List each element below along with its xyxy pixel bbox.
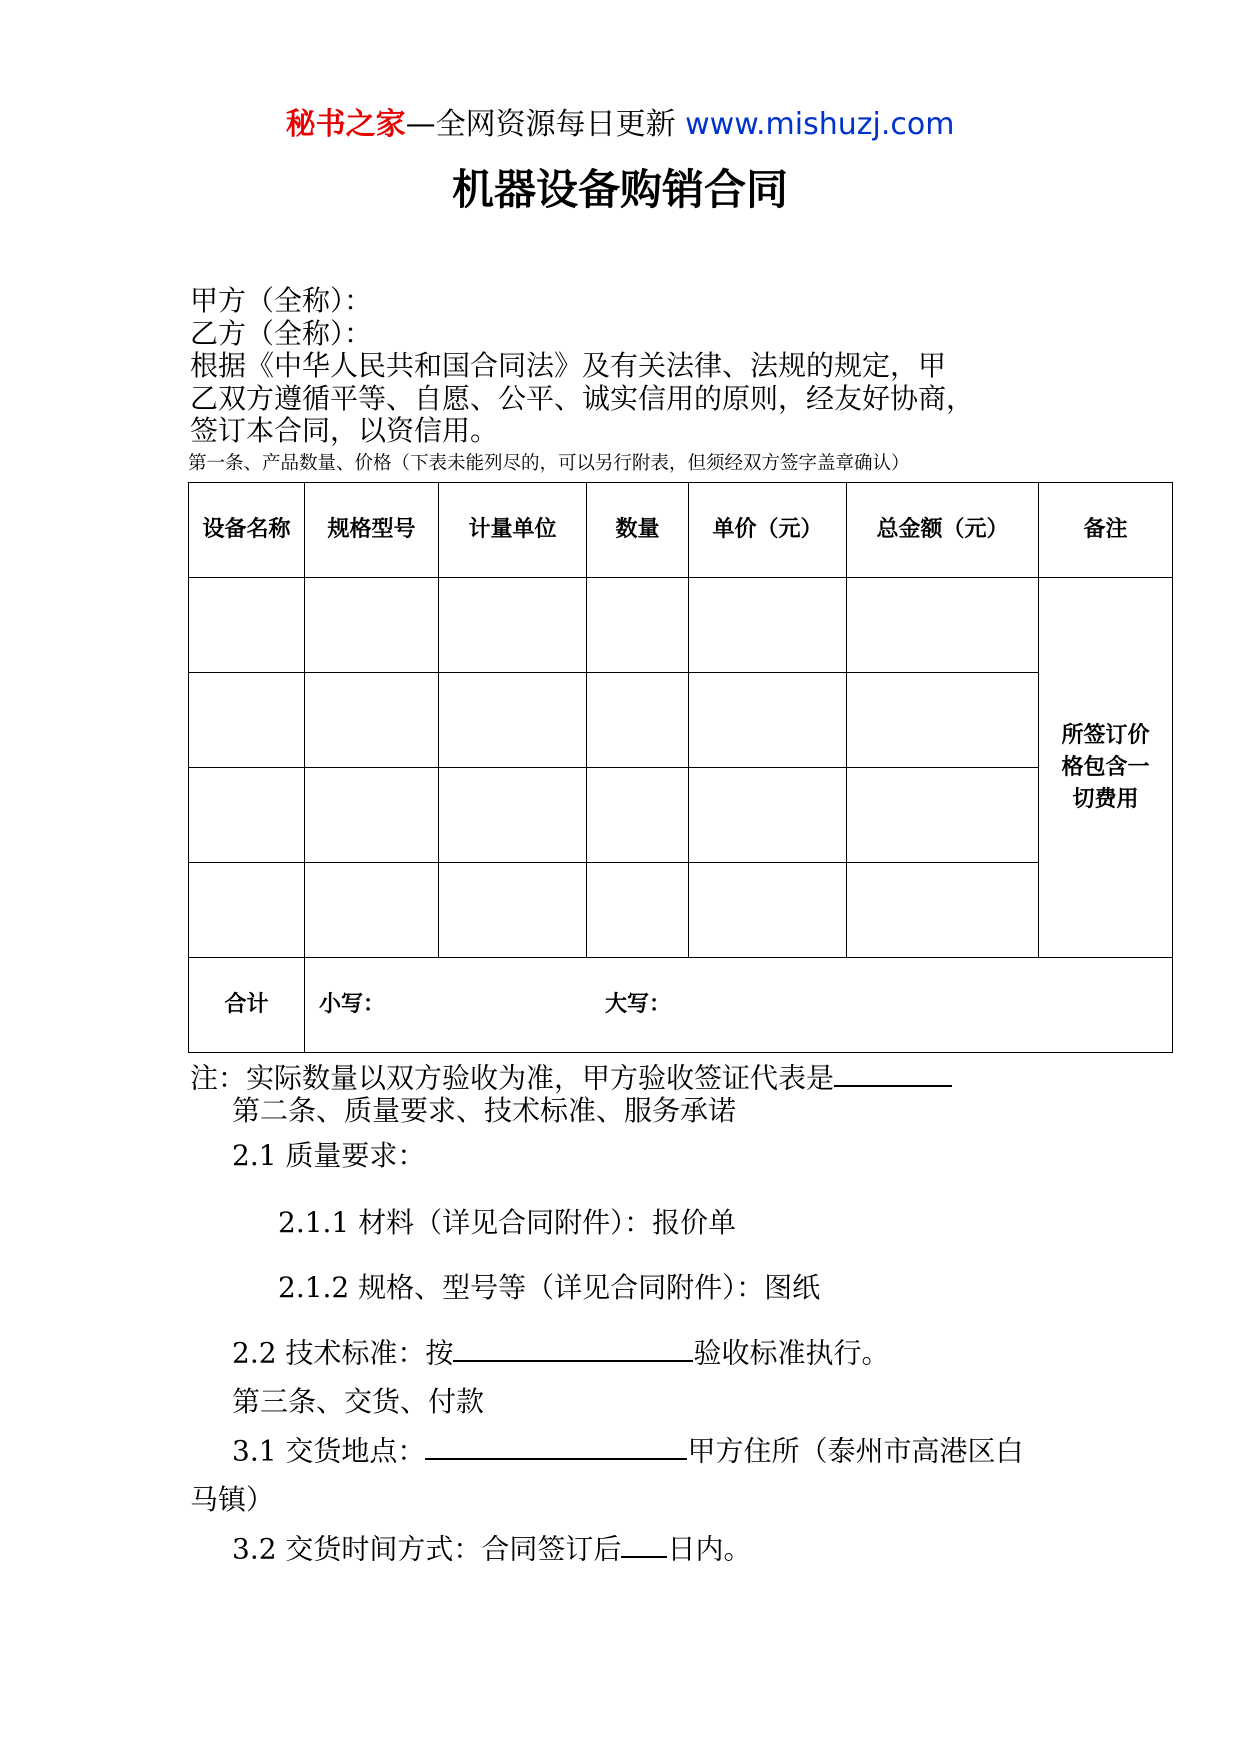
uppercase-amount-label: 大写：	[605, 992, 672, 1017]
header-equipment-name: 设备名称	[189, 483, 305, 578]
table-row	[189, 673, 1173, 768]
table-cell[interactable]	[439, 768, 587, 863]
table-cell[interactable]	[689, 578, 847, 673]
product-table	[188, 482, 1173, 1053]
table-row	[189, 768, 1173, 863]
header-total-amount: 总金额（元）	[847, 483, 1039, 578]
party-a-line: 甲方（全称）：	[190, 284, 373, 317]
preamble-line-3: 签订本合同，以资信用。	[190, 414, 499, 447]
delivery-days-blank[interactable]	[621, 1527, 667, 1558]
header-unit: 计量单位	[439, 483, 587, 578]
table-row	[189, 863, 1173, 958]
table-cell[interactable]	[305, 768, 439, 863]
table-total-row	[189, 958, 1173, 1053]
table-cell[interactable]	[305, 863, 439, 958]
table-cell[interactable]	[847, 578, 1039, 673]
clause-2-heading: 第二条、质量要求、技术标准、服务承诺	[232, 1094, 737, 1127]
table-cell[interactable]	[587, 863, 689, 958]
clause-3-1-suffix: 甲方住所（泰州市高港区白	[687, 1434, 1024, 1468]
table-cell[interactable]	[847, 673, 1039, 768]
clause-3-2	[232, 1527, 751, 1567]
site-header	[0, 100, 1240, 150]
table-cell[interactable]	[439, 578, 587, 673]
header-separator: —	[405, 107, 436, 142]
table-cell[interactable]	[189, 768, 305, 863]
table-cell[interactable]	[587, 578, 689, 673]
table-cell[interactable]	[587, 768, 689, 863]
clause-2-1-1: 2.1.1 材料（详见合同附件）：报价单	[278, 1206, 737, 1239]
header-url[interactable]: www.mishuzj.com	[685, 107, 955, 142]
clause-2-1-2: 2.1.2 规格、型号等（详见合同附件）：图纸	[278, 1271, 821, 1304]
header-quantity: 数量	[587, 483, 689, 578]
table-header-row	[189, 483, 1173, 578]
total-amount-cell[interactable]	[305, 958, 1173, 1053]
table-cell[interactable]	[305, 673, 439, 768]
clause-3-1-continued: 马镇）	[190, 1483, 275, 1516]
remark-cell: 所签订价格包含一切费用	[1039, 578, 1173, 958]
clause-1-heading: 第一条、产品数量、价格（下表未能列尽的，可以另行附表，但须经双方签字盖章确认）	[188, 453, 910, 474]
party-b-line: 乙方（全称）：	[190, 316, 373, 350]
table-cell[interactable]	[305, 578, 439, 673]
inspector-blank[interactable]	[834, 1056, 952, 1087]
header-remark: 备注	[1039, 483, 1173, 578]
total-label: 合计	[189, 958, 305, 1053]
preamble-line-2: 乙双方遵循平等、自愿、公平、诚实信用的原则，经友好协商，	[190, 381, 975, 415]
contract-intro	[190, 285, 1090, 448]
lowercase-amount-label: 小写：	[319, 992, 386, 1017]
clause-3-1	[232, 1429, 1023, 1469]
table-cell[interactable]	[189, 673, 305, 768]
header-tagline: 全网资源每日更新	[435, 107, 676, 142]
table-cell[interactable]	[689, 863, 847, 958]
clause-3-1-prefix: 3.1 交货地点：	[232, 1434, 426, 1468]
table-cell[interactable]	[439, 863, 587, 958]
brand-name: 秘书之家	[285, 107, 406, 142]
acceptance-note-text: 注：实际数量以双方验收为准，甲方验收签证代表是	[190, 1061, 835, 1095]
clause-2-2-suffix: 验收标准执行。	[693, 1336, 890, 1370]
clause-3-2-prefix: 3.2 交货时间方式：合同签订后	[232, 1532, 622, 1566]
table-cell[interactable]	[847, 768, 1039, 863]
table-cell[interactable]	[189, 863, 305, 958]
delivery-place-blank[interactable]	[425, 1429, 687, 1460]
document-title: 机器设备购销合同	[451, 165, 788, 214]
header-unit-price: 单价（元）	[689, 483, 847, 578]
table-cell[interactable]	[689, 768, 847, 863]
table-cell[interactable]	[689, 673, 847, 768]
table-cell[interactable]	[587, 673, 689, 768]
table-row	[189, 578, 1173, 673]
clause-3-heading: 第三条、交货、付款	[232, 1385, 485, 1418]
clause-3-2-suffix: 日内。	[667, 1532, 752, 1566]
table-cell[interactable]	[189, 578, 305, 673]
clause-2-2-prefix: 2.2 技术标准：按	[232, 1336, 454, 1370]
clause-2-1: 2.1 质量要求：	[232, 1139, 426, 1172]
preamble-line-1: 根据《中华人民共和国合同法》及有关法律、法规的规定，甲	[190, 349, 947, 382]
standard-blank[interactable]	[453, 1331, 693, 1362]
clause-2-2	[232, 1331, 889, 1371]
table-cell[interactable]	[847, 863, 1039, 958]
header-model: 规格型号	[305, 483, 439, 578]
table-cell[interactable]	[439, 673, 587, 768]
